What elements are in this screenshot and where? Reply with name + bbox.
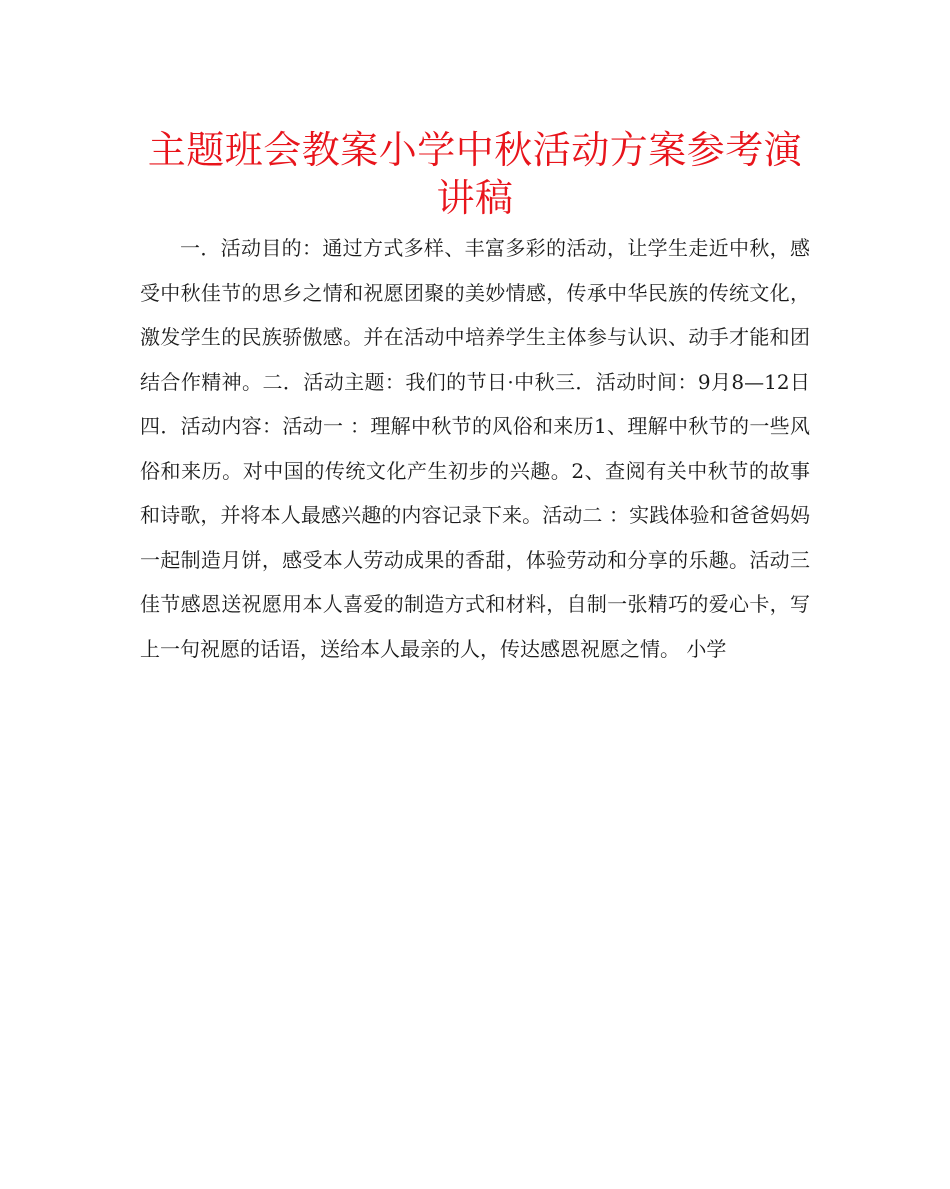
- document-body: 一．活动目的：通过方式多样、丰富多彩的活动，让学生走近中秋，感受中秋佳节的思乡之情和祝愿团聚的美妙情感，传承中华民族的传统文化，激发学生的民族骄傲感。并在活动中培养学生主体参与认识、动手才能和团结合作精神。二．活动主题：我们的节日·中秋三．活动时间：9月8—12日四．活动内容：活动一 ：理解中秋节的风俗和来历1、理解中秋节的一些风俗和来历。对中国的传统文化产生初步的兴趣。2、查阅有关中秋节的故事和诗歌，并将本人最感兴趣的内容记录下来。活动二 ：实践体验和爸爸妈妈一起制造月饼，感受本人劳动成果的香甜，体验劳动和分享的乐趣。活动三 佳节感恩送祝愿用本人喜爱的制造方式和材料，自制一张精巧的爱心卡，写上一句祝愿的话语，送给本人最亲的人，传达感恩祝愿之情。 小学: [140, 236, 810, 661]
- document-title: 主题班会教案小学中秋活动方案参考演讲稿: [147, 128, 803, 220]
